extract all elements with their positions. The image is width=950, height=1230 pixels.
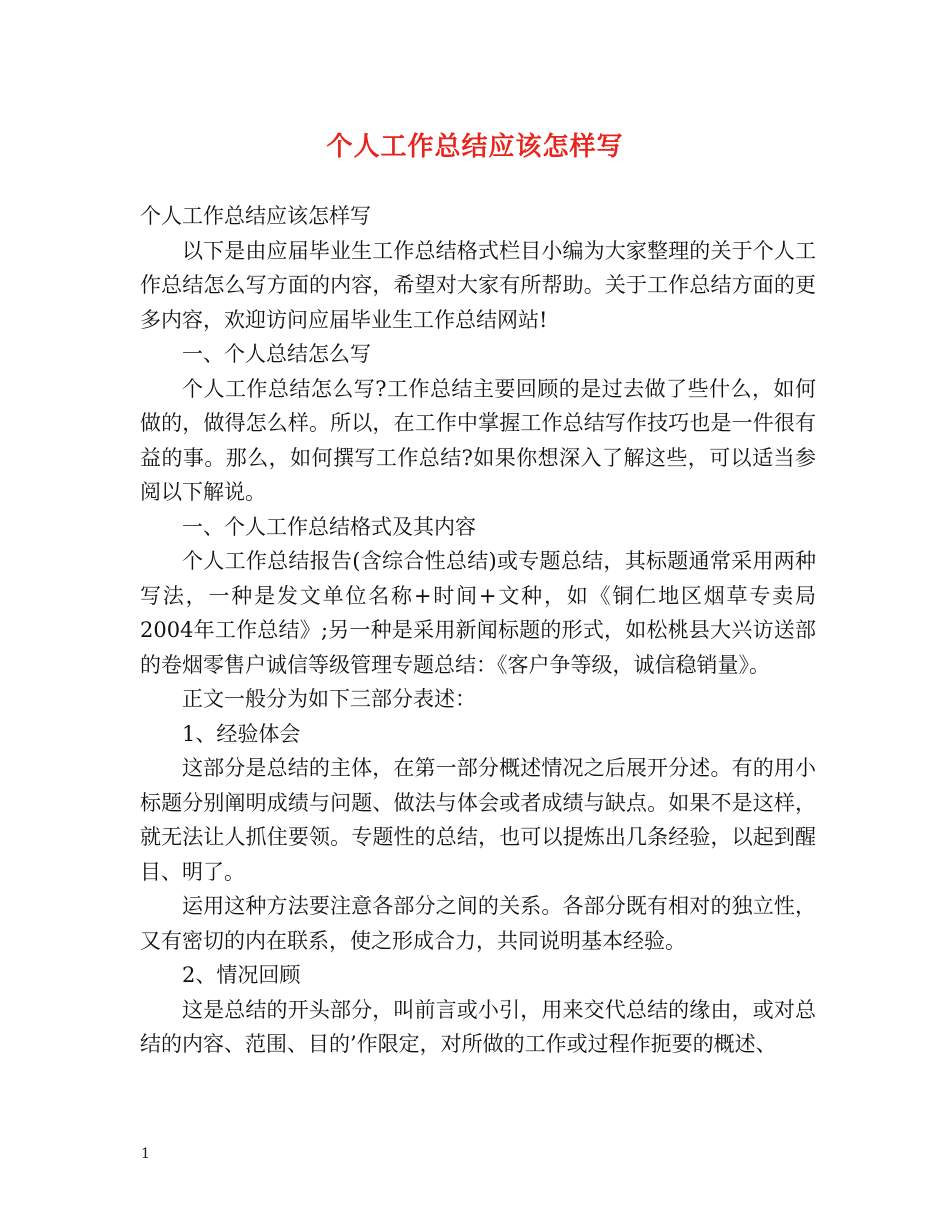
subsection-heading: 2、情况回顾 — [182, 963, 301, 987]
paragraph: 个人工作总结报告(含综合性总结)或专题总结，其标题通常采用两种写法，一种是发文单位名称+时间+文种，如《铜仁地区烟草专卖局2004年工作总结》;另一种是采用新闻标题的形式，如松桃县大兴访送部的卷烟零售户诚信等级管理专题总结：《客户争等级，诚信稳销量》。 — [140, 549, 816, 677]
paragraph: 运用这种方法要注意各部分之间的关系。各部分既有相对的独立性，又有密切的内在联系，使之形成合力，共同说明基本经验。 — [140, 894, 816, 953]
paragraph-intro: 以下是由应届毕业生工作总结格式栏目小编为大家整理的关于个人工作总结怎么写方面的内容，希望对大家有所帮助。关于工作总结方面的更多内容，欢迎访问应届毕业生工作总结网站! — [140, 238, 816, 332]
document-title: 个人工作总结应该怎样写 — [326, 132, 624, 162]
paragraph: 这部分是总结的主体，在第一部分概述情况之后展开分述。有的用小标题分别阐明成绩与问题、做法与体会或者成绩与缺点。如果不是这样，就无法让人抓住要领。专题性的总结，也可以提炼出几条经验，以起到醒目、明了。 — [140, 756, 816, 884]
subsection-heading: 1、经验体会 — [182, 721, 301, 746]
paragraph: 这是总结的开头部分，叫前言或小引，用来交代总结的缘由，或对总结的内容、范围、目的’作限定，对所做的工作或过程作扼要的概述、 — [140, 997, 816, 1056]
paragraph-subtitle: 个人工作总结应该怎样写 — [140, 204, 371, 228]
section-heading: 一、个人工作总结格式及其内容 — [182, 514, 476, 539]
paragraph: 正文一般分为如下三部分表述： — [182, 687, 476, 711]
page-number: 1 — [141, 1146, 150, 1162]
document-body — [140, 199, 816, 1062]
paragraph: 个人工作总结怎么写?工作总结主要回顾的是过去做了些什么，如何做的，做得怎么样。所以，在工作中掌握工作总结写作技巧也是一件很有益的事。那么，如何撰写工作总结?如果你想深入了解这些，可以适当参阅以下解说。 — [140, 376, 816, 504]
section-heading: 一、个人总结怎么写 — [182, 342, 371, 366]
